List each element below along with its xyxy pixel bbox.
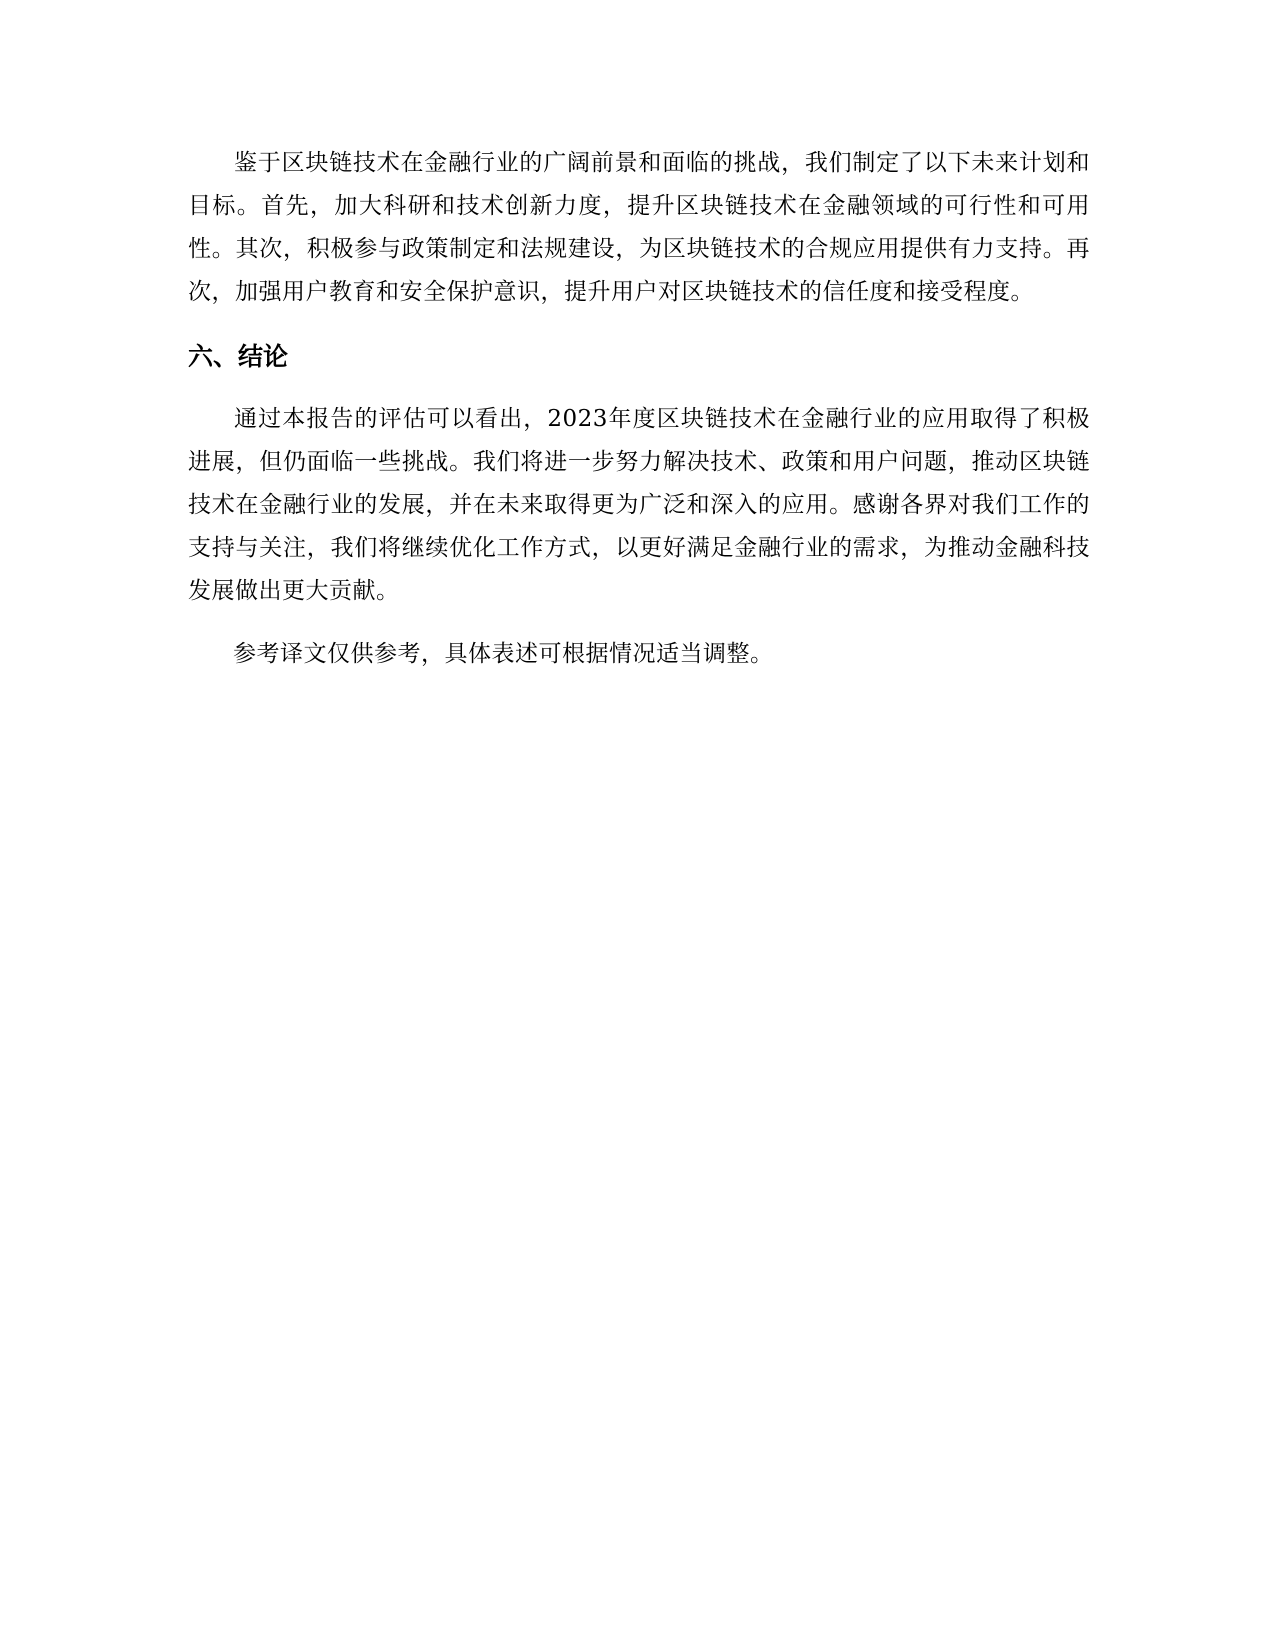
document-body [188,142,1090,676]
translation-note: 参考译文仅供参考，具体表述可根据情况适当调整。 [233,641,774,667]
conclusion-heading: 六、结论 [188,342,289,371]
future-plans-paragraph: 鉴于区块链技术在金融行业的广阔前景和面临的挑战，我们制定了以下未来计划和目标。首先，加大科研和技术创新力度，提升区块链技术在金融领域的可行性和可用性。其次，积极参与政策制定和法规建设，为区块链技术的合规应用提供有力支持。再次，加强用户教育和安全保护意识，提升用户对区块链技术的信任度和接受程度。 [188,150,1090,305]
conclusion-paragraph: 通过本报告的评估可以看出，2023年度区块链技术在金融行业的应用取得了积极进展，但仍面临一些挑战。我们将进一步努力解决技术、政策和用户问题，推动区块链技术在金融行业的发展，并在未来取得更为广泛和深入的应用。感谢各界对我们工作的支持与关注，我们将继续优化工作方式，以更好满足金融行业的需求，为推动金融科技发展做出更大贡献。 [188,406,1090,604]
